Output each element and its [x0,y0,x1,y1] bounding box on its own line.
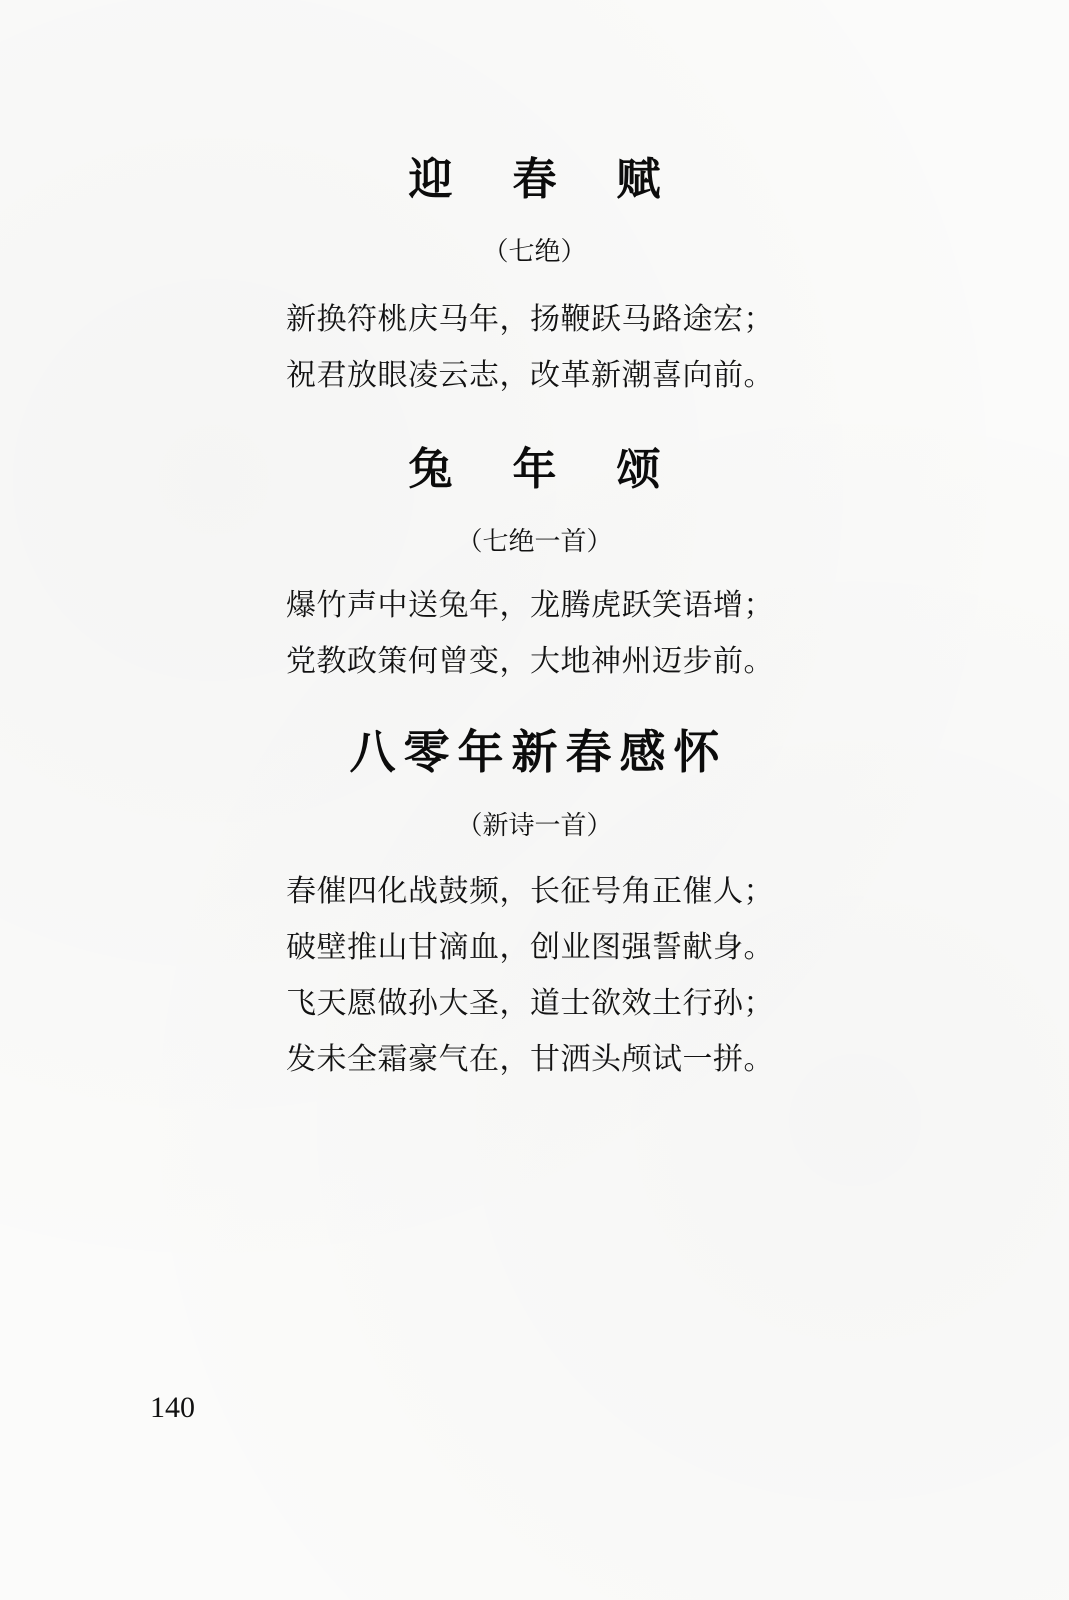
poem-line: 破壁推山甘滴血，创业图强誓献身。 [286,930,774,965]
poem-title-2: 兔年颂 [408,444,721,495]
poem-subtitle-3: （新诗一首） [456,811,613,841]
poem-line: 新换符桃庆马年，扬鞭跃马路途宏； [286,302,774,337]
poem-body-1 [286,292,846,404]
poem-line: 党教政策何曾变，大地神州迈步前。 [286,644,774,679]
poem-subtitle-1: （七绝） [482,237,587,267]
poem-body-2 [286,578,846,690]
poem-line: 发未全霜豪气在，甘洒头颅试一拼。 [286,1042,774,1077]
poem-subtitle-2: （七绝一首） [456,527,613,557]
poem-line: 爆竹声中送兔年，龙腾虎跃笑语增； [286,588,774,623]
poem-line: 春催四化战鼓频，长征号角正催人； [286,874,774,909]
poem-title-3: 八零年新春感怀 [349,725,728,779]
poem-body-3 [286,864,846,1088]
poem-title-1: 迎春赋 [408,154,721,205]
page-number: 140 [150,1391,195,1424]
poem-line: 飞天愿做孙大圣，道士欲效土行孙； [286,986,774,1021]
poem-line: 祝君放眼凌云志，改革新潮喜向前。 [286,358,774,393]
